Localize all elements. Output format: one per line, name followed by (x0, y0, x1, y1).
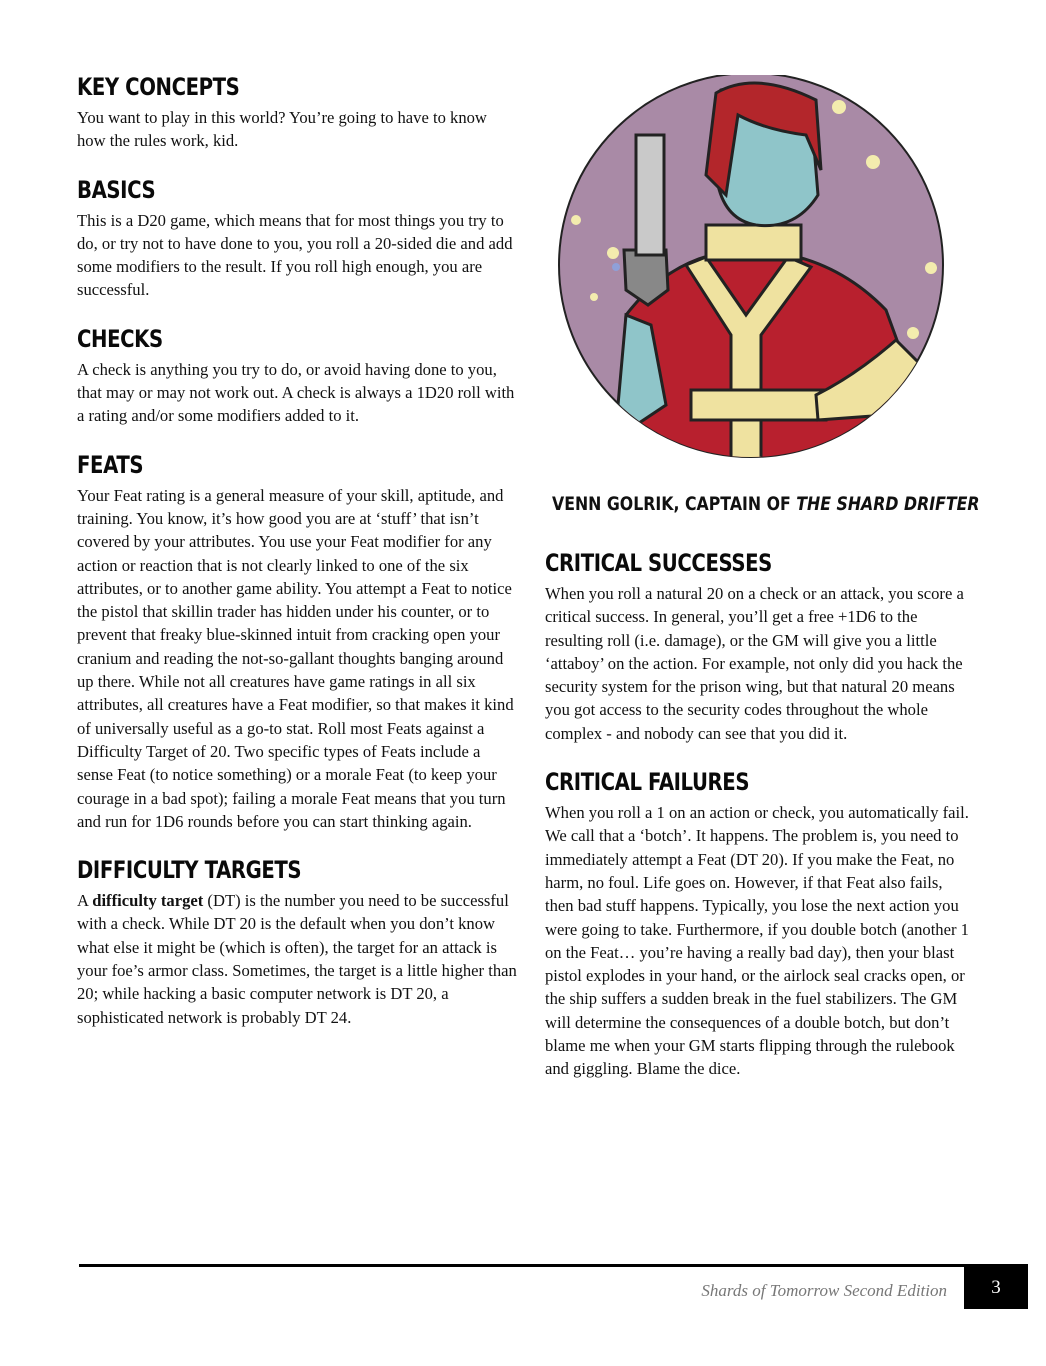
caption-text: VENN GOLRIK, CAPTAIN OF (552, 493, 797, 515)
heading-checks: CHECKS (77, 324, 163, 353)
footer-rule (79, 1264, 1028, 1267)
heading-difficulty-targets: DIFFICULTY TARGETS (77, 856, 302, 885)
text-critical-successes: When you roll a natural 20 on a check or an attack, you score a critical success. In general, you’ll get a free +1D6 to the resulting roll (i.e. damage), or the GM will give you a little ‘attaboy’ on the action. For example, not only did you hack the security system for the prison wing, but that natural 20 means you got access to the security codes throughout the whole complex - and nobody can see that you did it. (545, 584, 964, 743)
illustration-caption (552, 493, 980, 515)
section-key-concepts (77, 72, 517, 153)
heading-key-concepts: KEY CONCEPTS (77, 73, 240, 101)
text-critical-failures: When you roll a 1 on an action or check, you automatically fail. We call that a ‘botch’. It happens. The problem is, you need to immediately attempt a Feat (DT 20). If you make the Feat, no harm, no foul. Life goes on. However, if that Feat also fails, then bad stuff happens. Typically, you lose the next action you were going to take. Furthermore, if you double botch (another 1 on the Feat… you’re having a really bad day), then your blast pistol explodes in your hand, or the airlock seal cracks open, or the ship suffers a sudden break in the fuel stabilizers. The GM will determine the consequences of a double botch, but don’t blame me when your GM starts flipping through the rulebook and giggling. Blame the dice. (545, 803, 969, 1079)
text-key-concepts: You want to play in this world? You’re going to have to know how the rules work, kid. (77, 108, 487, 151)
character-illustration (556, 75, 956, 485)
caption-ship-name: THE SHARD DRIFTER (796, 493, 980, 515)
section-feats (77, 450, 517, 833)
dt-rest: (DT) is the number you need to be successful with a check. While DT 20 is the default when you don’t know what else it might be (which is often), the target for an attack is your foe’s armor class. Sometimes, the target is a little higher than 20; while hacking a basic computer network is DT 20, a sophisticated network is probably DT 24. (77, 891, 517, 1027)
section-checks (77, 324, 517, 428)
footer-book-title: Shards of Tomorrow Second Edition (701, 1281, 947, 1300)
heading-basics: BASICS (77, 175, 156, 204)
heading-feats: FEATS (77, 450, 144, 479)
section-critical-failures (545, 767, 970, 1081)
heading-critical-successes: CRITICAL SUCCESSES (545, 549, 772, 577)
text-difficulty-targets (77, 889, 517, 1029)
section-basics (77, 175, 517, 302)
text-checks: A check is anything you try to do, or avoid having done to you, that may or may not work out. A check is always a 1D20 roll with a rating and/or some modifiers added to it. (77, 359, 515, 426)
dt-bold-term: difficulty target (92, 891, 204, 911)
heading-critical-failures: CRITICAL FAILURES (545, 768, 750, 797)
right-column (545, 548, 970, 1103)
section-difficulty-targets (77, 855, 517, 1029)
text-feats: Your Feat rating is a general measure of your skill, aptitude, and training. You know, it’s how good you are at ‘stuff’ that isn’t covered by your attributes. You use your Feat modifier for any action or reaction that is not clearly linked to one of the six attributes, or to another game ability. You attempt a Feat to notice the pistol that skillin trader has hidden under his counter, or to prevent that freaky blue-skinned intuit from cracking open your cranium and reading the not-so-gallant thoughts banging around up there. While not all creatures have game ratings in all six attributes, all creatures have a Feat modifier, so that makes it kind of universally useful as a go-to stat. Roll most Feats against a Difficulty Target of 20. Two specific types of Feats include a sense Feat (to notice something) or a morale Feat (to keep your courage in a bad spot); failing a morale Feat means that you turn and run for 1D6 rounds before you can start thinking again. (77, 485, 514, 831)
left-column (77, 72, 517, 1051)
dt-lead: A (77, 891, 93, 911)
section-critical-successes (545, 548, 970, 745)
text-basics: This is a D20 game, which means that for most things you try to do, or try not to have done to you, you roll a 20-sided die and add some modifiers to the result. If you roll high enough, you are successful. (77, 210, 513, 300)
page-number: 3 (964, 1266, 1028, 1309)
